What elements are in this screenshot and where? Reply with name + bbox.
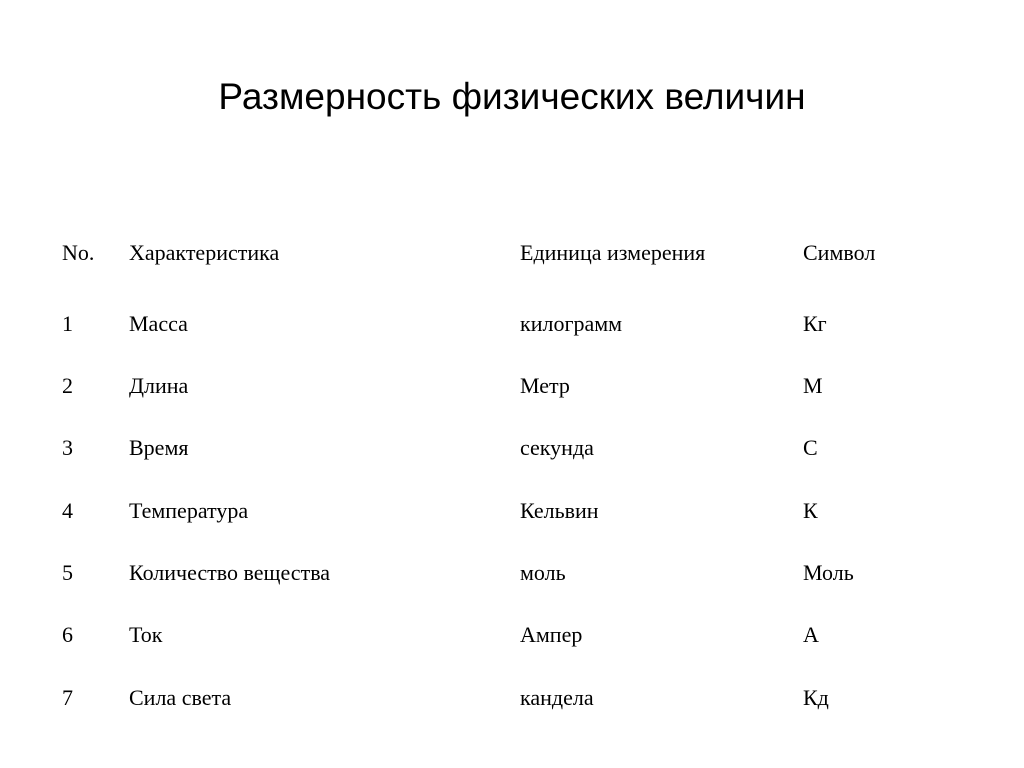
table-row <box>62 433 962 463</box>
row-no: 2 <box>62 373 73 398</box>
table-row <box>62 496 962 526</box>
row-characteristic: Время <box>129 435 189 460</box>
row-no: 1 <box>62 311 73 336</box>
row-characteristic: Количество вещества <box>129 560 331 585</box>
row-symbol: М <box>803 373 823 398</box>
row-no: 4 <box>62 498 73 523</box>
row-characteristic: Длина <box>129 373 189 398</box>
table-row <box>62 309 962 339</box>
row-characteristic: Сила света <box>129 685 232 710</box>
row-unit: Кельвин <box>520 498 599 523</box>
row-no: 5 <box>62 560 73 585</box>
row-unit: Ампер <box>520 622 583 647</box>
header-symbol: Символ <box>803 240 876 265</box>
row-symbol: А <box>803 622 819 647</box>
header-characteristic: Характеристика <box>129 240 280 265</box>
row-characteristic: Ток <box>129 622 163 647</box>
row-characteristic: Температура <box>129 498 249 523</box>
slide-title: Размерность физических величин <box>218 76 806 117</box>
row-unit: секунда <box>520 435 594 460</box>
table-row <box>62 683 962 713</box>
row-no: 7 <box>62 685 73 710</box>
row-unit: кандела <box>520 685 594 710</box>
header-unit: Единица измерения <box>520 240 706 265</box>
row-symbol: К <box>803 498 818 523</box>
row-symbol: Моль <box>803 560 854 585</box>
header-no: No. <box>62 240 95 265</box>
row-symbol: С <box>803 435 818 460</box>
row-unit: моль <box>520 560 566 585</box>
table-header-row <box>62 238 962 268</box>
table-row <box>62 371 962 401</box>
row-characteristic: Масса <box>129 311 188 336</box>
row-symbol: Кд <box>803 685 829 710</box>
table-row <box>62 620 962 650</box>
row-no: 6 <box>62 622 73 647</box>
row-unit: килограмм <box>520 311 623 336</box>
row-unit: Метр <box>520 373 570 398</box>
row-symbol: Кг <box>803 311 827 336</box>
table-row <box>62 558 962 588</box>
row-no: 3 <box>62 435 73 460</box>
